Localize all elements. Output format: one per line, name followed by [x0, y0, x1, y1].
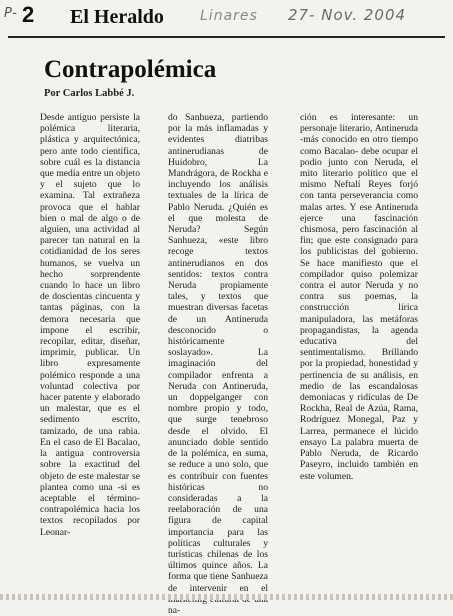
article-column-3: ción es interesante: un personaje literario, Antineruda -más conocido en otro tiempo como Bacalao- debe ocupar el podio junto con Neruda, el mito literario político que el mismo Neftalí Reyes forjó con tanta perseverancia como malas artes. Y ese Antineruda ejerce una fascinación chismosa, pero fascinación al fin; que este consignado para los publicistas del gobierno. Se hace manifiesto que el compilador quiso polemizar contra el autor Neruda y no contra sus poemas, la construcción lírica manipuladora, las metáforas propagandistas, la agenda educativa del sentimentalismo. Brillando por la propiedad, honestidad y pertinencia de su análisis, en medio de las escandalosas demoniacas y ridículas de De Rockha, Real de Azúa, Rama, Rodríguez Monegal, Paz y Larrea, permanece el lúcido ensayo La palabra muerta de Pablo Neruda, de Ricardo Paseyro, incluido también en este volumen. — [300, 112, 418, 482]
newspaper-name: El Heraldo — [70, 6, 164, 28]
article-column-1: Desde antiguo persiste la polémica literaria, plástica y arquitectónica, pero ante todo científica, sobre cuál es la distancia que media entre un objeto y el sujeto que lo examina. Tal extrañeza provoca que el hablar bien o mal de algo o de alguien, una actividad al parecer tan natural en la cotidianidad de los seres humanos, se vuelva un hecho sorprendente cuando lo hace un libro de doscientas cincuenta y tantas páginas, con la demora necesaria que impone el escribir, recopilar, editar, diseñar, imprimir, publicar. Un libro expresamente polémico responde a una voluntad colectiva por hacer patente y elaborado un malestar, que es el sedimento escrito, tamizado, de una rabia. En el caso de El Bacalao, la antigua controversia sobre la exactitud del objeto de este malestar se plantea como una -si es aceptable el término- contrapolémica hacia los textos recopilados por Leonar- — [40, 112, 140, 538]
article-column-2: do Sanhueza, partiendo por la más inflamadas y evidentes diatribas antinerudianas de Huidobro, La Mandrágora, de Rockha e incluyendo los análisis textuales de la lírica de Pablo Neruda. ¿Quién es el que molesta de Neruda? Según Sanhueza, «este libro recoge textos antinerudianos en dos sentidos: textos contra Neruda propiamente tales, y textos que muestran diversas facetas de un Antineruda desconocido o históricamente soslayado». La imaginación del compilador enfrenta a Neruda con Antineruda, un doppelganger con nombre propio y todo, que surge tenebroso desde el olvido. El anunciado doble sentido de la polémica, en suma, se reduce a uno solo, que es contribuir con fuentes históricas no consideradas a la reelaboración de una figura de capital importancia para las políticas culturales y turísticas chilenas de los últimos quince años. La forma que tiene Sanhueza de intervenir en el na- — [168, 112, 268, 616]
header-rule — [8, 36, 445, 38]
scan-edge — [0, 594, 453, 600]
handwritten-date: 27- Nov. 2004 — [288, 6, 407, 24]
handwritten-page-prefix: P- — [4, 6, 18, 21]
page-number: 2 — [22, 2, 35, 27]
handwritten-city: Linares — [200, 8, 258, 24]
article-title: Contrapolémica — [44, 56, 217, 83]
article-byline: Por Carlos Labbé J. — [44, 88, 135, 99]
